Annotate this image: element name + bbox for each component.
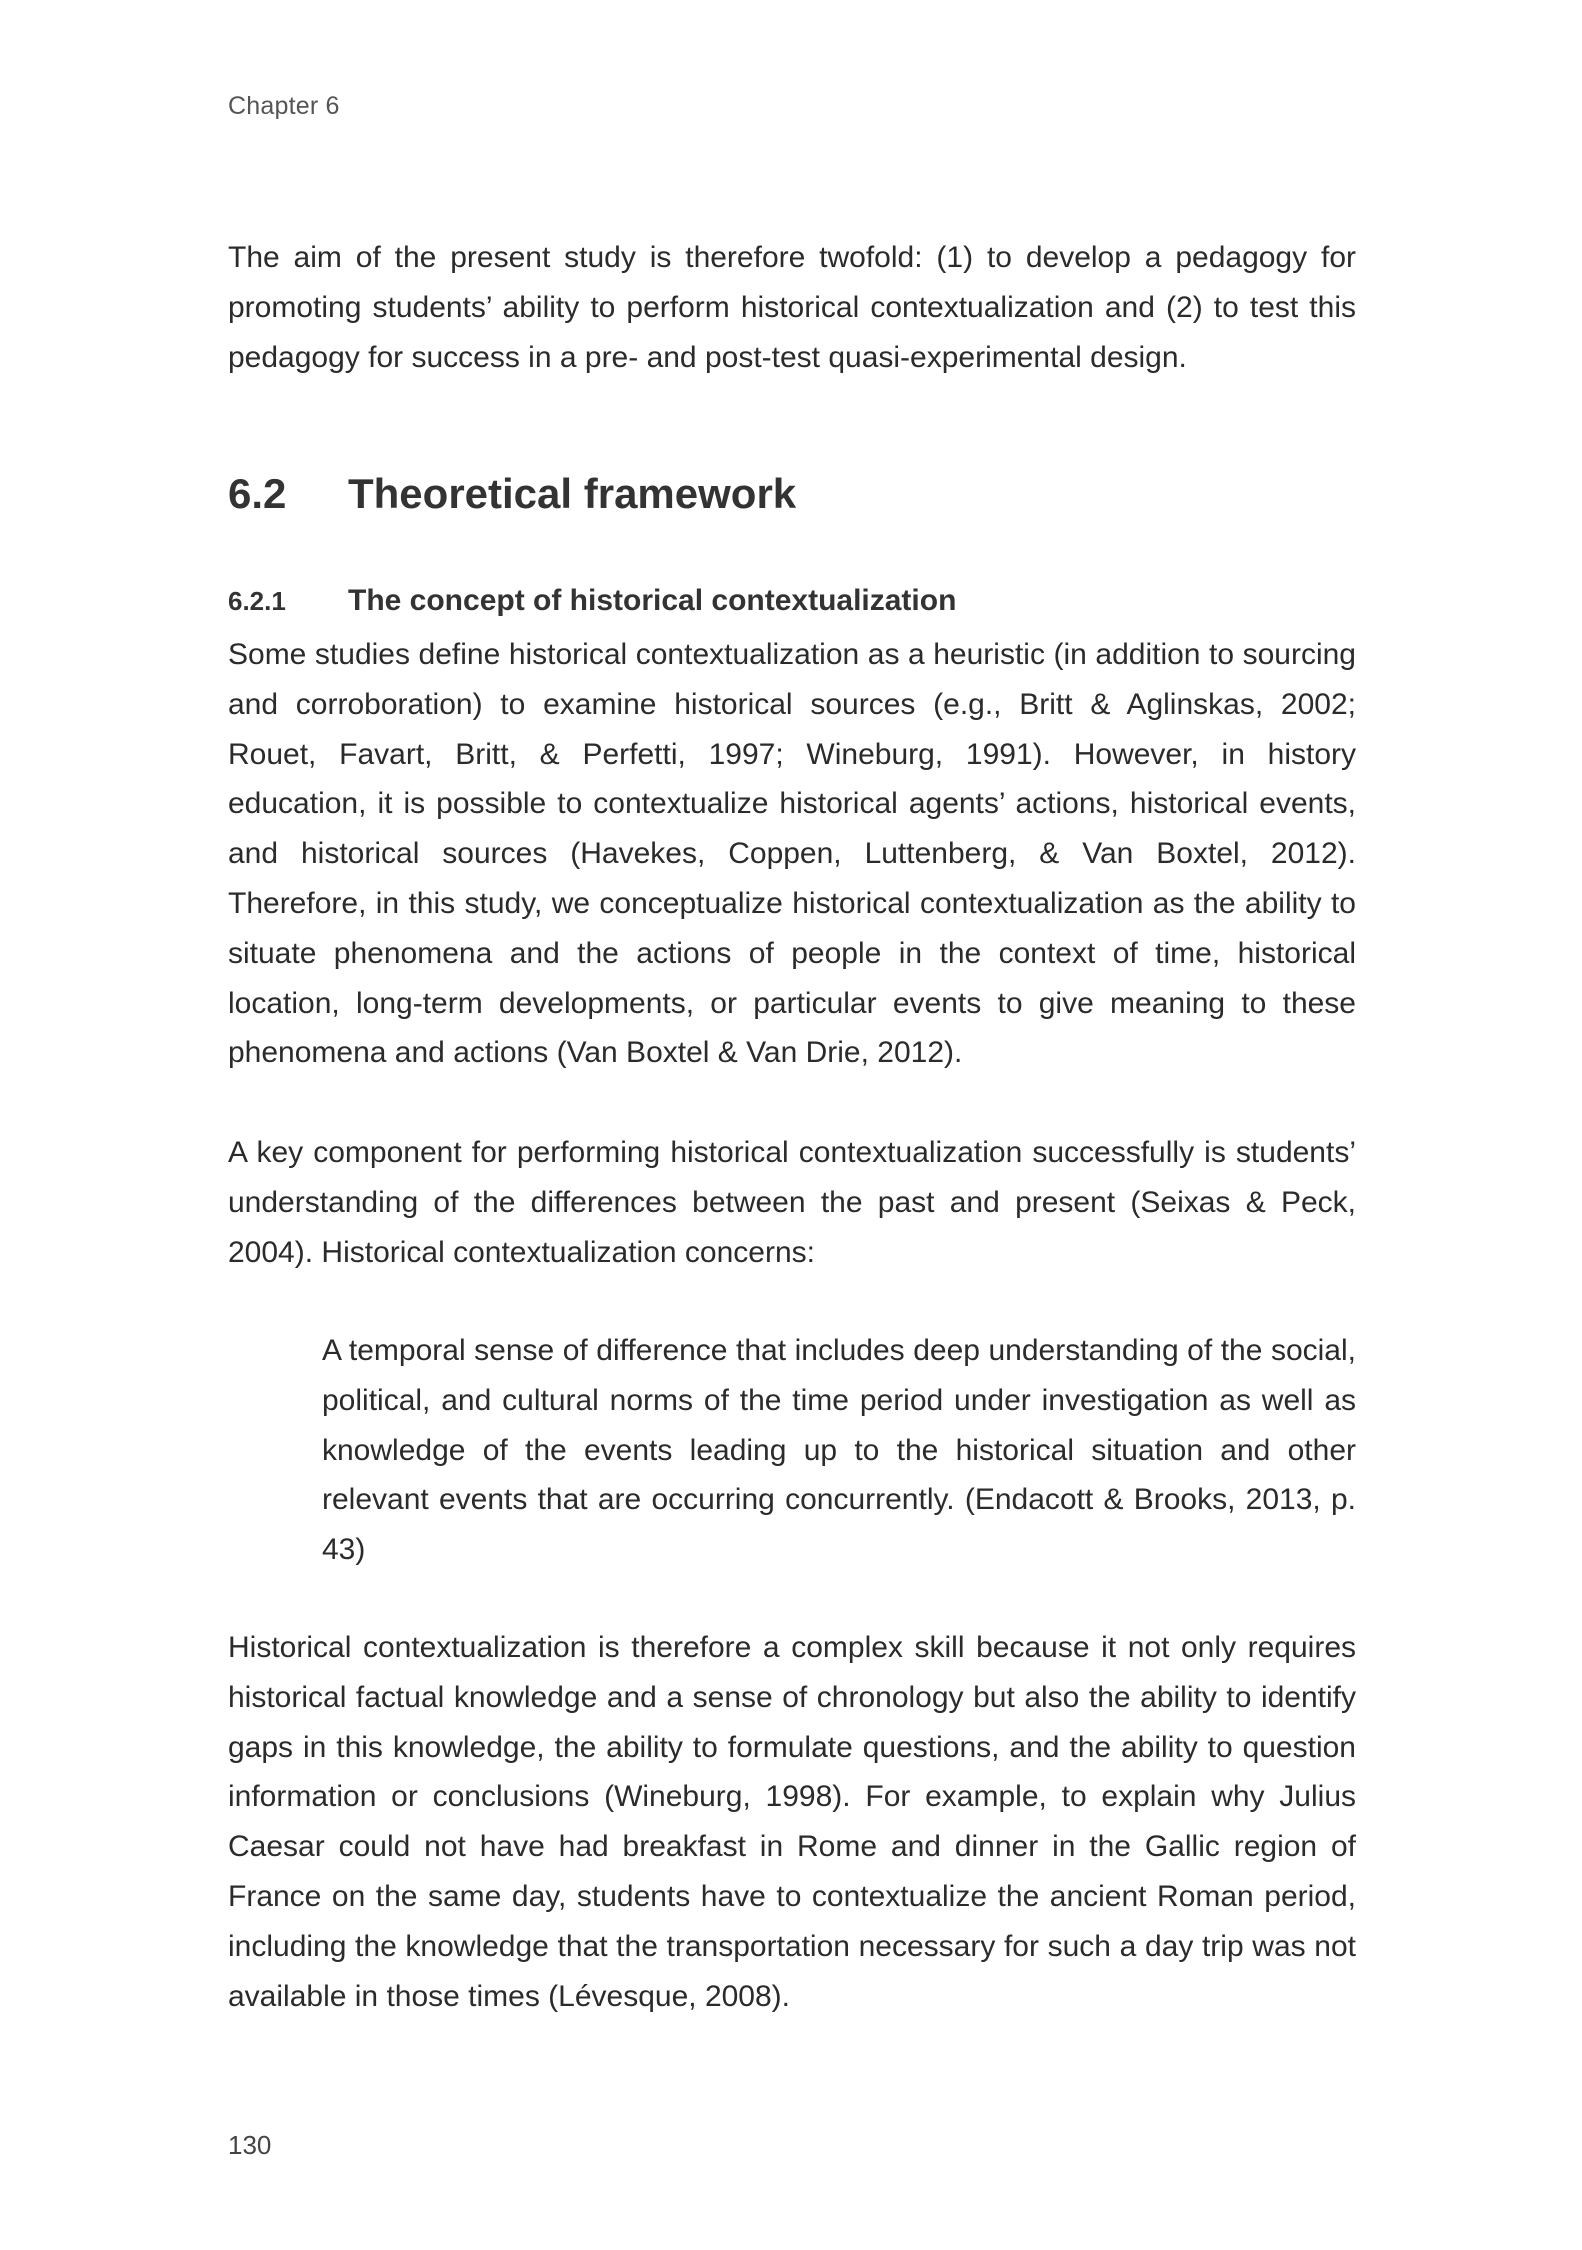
section-title: Theoretical framework — [348, 470, 797, 517]
body-paragraph-block — [228, 1623, 1356, 2021]
subsection-number: 6.2.1 — [228, 586, 286, 616]
block-quote-text: A temporal sense of difference that includes deep understanding of the social, political, and cultural norms of the time period under investigation as well as knowledge of the events leading up to the historical situation and other relevant events that are occurring concurrently. (Endacott & Brooks, 2013, p. 43) — [322, 1334, 1356, 1567]
body-paragraph: A key component for performing historical contextualization successfully is students’ understanding of the differences between the past and present (Seixas & Peck, 2004). Historical contextualization concerns: — [228, 1136, 1356, 1269]
body-paragraph: Historical contextualization is therefore a complex skill because it not only requires historical factual knowledge and a sense of chronology but also the ability to identify gaps in this knowledge, the ability to formulate questions, and the ability to question information or conclusions (Wineburg, 1998). For example, to explain why Julius Caesar could not have had breakfast in Rome and dinner in the Gallic region of France on the same day, students have to contextualize the ancient Roman period, including the knowledge that the transportation necessary for such a day trip was not available in those times (Lévesque, 2008). — [228, 1631, 1356, 2013]
subsection-title: The concept of historical contextualization — [348, 584, 957, 617]
intro-paragraph: The aim of the present study is therefore twofold: (1) to develop a pedagogy for promoting students’ ability to perform historical contextualization and (2) to test this pedagogy for success in a pre- and post-test quasi-experimental design. — [228, 241, 1356, 374]
body-paragraph: Some studies define historical contextualization as a heuristic (in addition to sourcing and corroboration) to examine historical sources (e.g., Britt & Aglinskas, 2002; Rouet, Favart, Britt, & Perfetti, 1997; Wineburg, 1991). However, in history education, it is possible to contextualize historical agents’ actions, historical events, and historical sources (Havekes, Coppen, Luttenberg, & Van Boxtel, 2012). Therefore, in this study, we conceptualize historical contextualization as the ability to situate phenomena and the actions of people in the context of time, historical location, long-term developments, or particular events to give meaning to these phenomena and actions (Van Boxtel & Van Drie, 2012). — [228, 638, 1356, 1070]
intro-paragraph-block — [228, 233, 1356, 382]
subsection-heading — [228, 584, 956, 618]
block-quote — [322, 1326, 1356, 1575]
section-number: 6.2 — [228, 470, 287, 517]
body-paragraph-block — [228, 1128, 1356, 1277]
running-head: Chapter 6 — [228, 92, 340, 120]
section-heading — [228, 470, 796, 518]
body-paragraph-block — [228, 630, 1356, 1078]
page-number: 130 — [228, 2130, 272, 2160]
